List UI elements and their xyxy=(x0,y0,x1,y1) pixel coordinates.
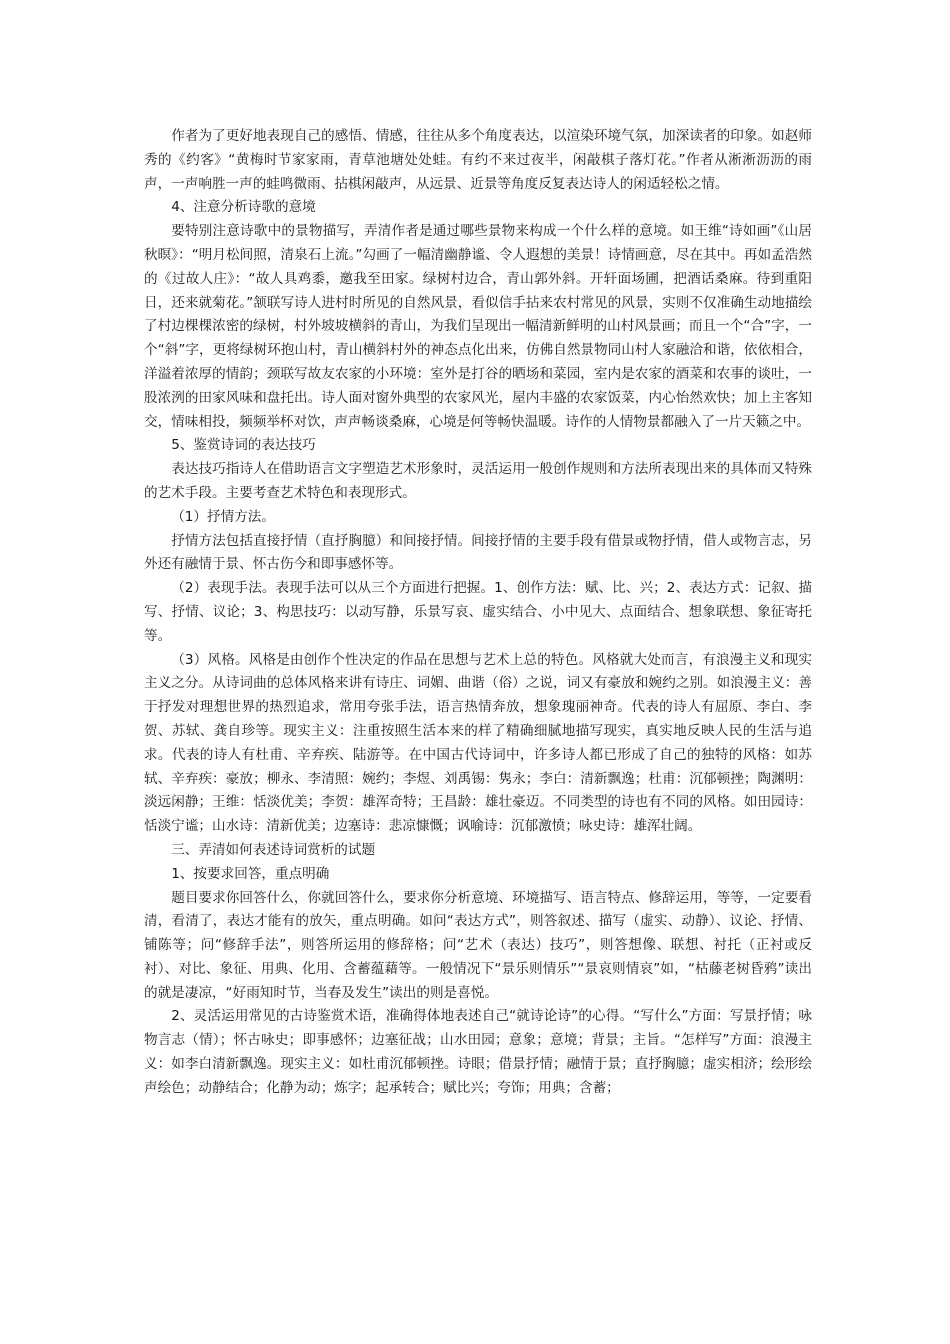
subsection-heading: （1）抒情方法。 xyxy=(171,508,275,525)
section-heading: 5、鉴赏诗词的表达技巧 xyxy=(171,437,316,454)
subsection-heading: 1、按要求回答，重点明确 xyxy=(171,865,330,882)
body-paragraph: 抒情方法包括直接抒情（直抒胸臆）和间接抒情。间接抒情的主要手段有借景或物抒情，借人或物言志，另外还有融情于景、怀古伤今和即事感怀等。 xyxy=(144,532,812,573)
body-paragraph: （3）风格。风格是由创作个性决定的作品在思想与艺术上总的特色。风格就大处而言，有浪漫主义和现实主义之分。从诗词曲的总体风格来讲有诗庄、词媚、曲谐（俗）之说，词又有豪放和婉约之别。如浪漫主义：善于抒发对理想世界的热烈追求，常用夸张手法，语言热情奔放，想象瑰丽神奇。代表的诗人有屈原、李白、李贺、苏轼、龚自珍等。现实主义：注重按照生活本来的样了精确细腻地描写现实，真实地反映人民的生活与追求。代表的诗人有杜甫、辛弃疾、陆游等。在中国古代诗词中，许多诗人都已形成了自己的独特的风格：如苏轼、辛弃疾：豪放；柳永、李清照：婉约；李煜、刘禹锡：隽永；李白：清新飘逸；杜甫：沉郁顿挫；陶渊明：淡远闲静；王维：恬淡优美；李贺：雄浑奇特；王昌龄：雄壮豪迈。不同类型的诗也有不同的风格。如田园诗：恬淡宁谧；山水诗：清新优美；边塞诗：悲凉慷慨；讽喻诗：沉郁激愤；咏史诗：雄浑壮阔。 xyxy=(144,651,812,835)
body-paragraph: 要特别注意诗歌中的景物描写，弄清作者是通过哪些景物来构成一个什么样的意境。如王维“诗如画”《山居秋暝》：“明月松间照，清泉石上流。”勾画了一幅清幽静谧、令人遐想的美景！诗情画意，尽在其中。再如孟浩然的《过故人庄》：“故人具鸡黍，邀我至田家。绿树村边合，青山郭外斜。开轩面场圃，把酒话桑麻。待到重阳日，还来就菊花。”颔联写诗人进村时所见的自然风景，看似信手拈来农村常见的风景，实则不仅准确生动地描绘了村边棵棵浓密的绿树，村外坡坡横斜的青山，为我们呈现出一幅清新鲜明的山村风景画；而且一个“合”字，一个“斜”字，更将绿树环抱山村，青山横斜村外的神态点化出来，仿佛自然景物同山村人家融洽和谐，依依相合，洋溢着浓厚的情韵；颈联写故友农家的小环境：室外是打谷的晒场和菜园，室内是农家的酒菜和农事的谈吐，一股浓洌的田家风味和盘托出。诗人面对窗外典型的农家风光，屋内丰盛的农家饭菜，内心怡然欢快；加上主客知交，情味相投，频频举杯对饮，声声畅谈桑麻，心境是何等畅快温暖。诗作的人情物景都融入了一片天籁之中。 xyxy=(144,223,812,430)
body-paragraph: 2、灵活运用常见的古诗鉴赏术语，准确得体地表述自己“就诗论诗”的心得。“写什么”方面：写景抒情；咏物言志（情）；怀古咏史；即事感怀；边塞征战；山水田园；意象；意境；背景；主旨。“怎样写”方面：浪漫主义：如李白清新飘逸。现实主义：如杜甫沉郁顿挫。诗眼；借景抒情；融情于景；直抒胸臆；虚实相济；绘形绘声绘色；动静结合；化静为动；炼字；起承转合；赋比兴；夸饰；用典；含蓄； xyxy=(144,1008,812,1096)
body-paragraph: 题目要求你回答什么，你就回答什么，要求你分析意境、环境描写、语言特点、修辞运用，等等，一定要看清，看清了，表达才能有的放矢，重点明确。如问“表达方式”，则答叙述、描写（虚实、动静）、议论、抒情、铺陈等；问“修辞手法”，则答所运用的修辞格；问“艺术（表达）技巧”，则答想像、联想、衬托（正衬或反衬）、对比、象征、用典、化用、含蓄蕴藉等。一般情况下“景乐则情乐”“景哀则情哀”如，“枯藤老树昏鸦”读出的就是凄凉，“好雨知时节，当春及发生”读出的则是喜悦。 xyxy=(144,889,812,1001)
section-heading: 4、注意分析诗歌的意境 xyxy=(171,199,316,216)
body-paragraph: 作者为了更好地表现自己的感悟、情感，往往从多个角度表达，以渲染环境气氛，加深读者的印象。如赵师秀的《约客》“黄梅时节家家雨，青草池塘处处蛙。有约不来过夜半，闲敲棋子落灯花。”作者从淅淅沥沥的雨声，一声响胜一声的蛙鸣微雨、拈棋闲敲声，从远景、近景等角度反复表达诗人的闲适轻松之情。 xyxy=(144,128,812,192)
body-paragraph: （2）表现手法。表现手法可以从三个方面进行把握。1、创作方法：赋、比、兴；2、表达方式：记叙、描写、抒情、议论；3、构思技巧：以动写静，乐景写哀、虚实结合、小中见大、点面结合、想象联想、象征寄托等。 xyxy=(144,580,812,644)
body-paragraph: 表达技巧指诗人在借助语言文字塑造艺术形象时，灵活运用一般创作规则和方法所表现出来的具体而又特殊的艺术手段。主要考查艺术特色和表现形式。 xyxy=(144,461,812,501)
section-heading: 三、弄清如何表述诗词赏析的试题 xyxy=(171,841,376,858)
